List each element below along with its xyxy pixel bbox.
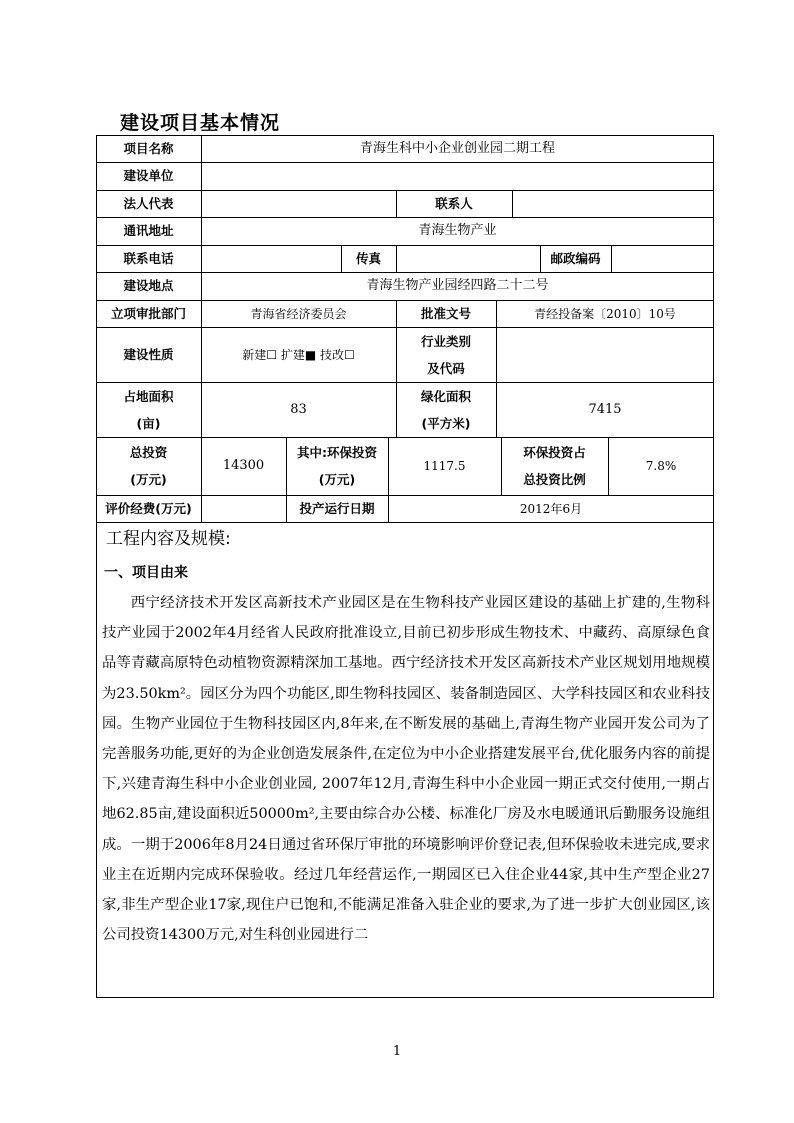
industry-value	[496, 327, 714, 382]
industry-label	[396, 327, 496, 382]
page-number: 1	[392, 1044, 402, 1059]
env-ratio-label	[501, 437, 608, 495]
project-name-label: 项目名称	[123, 140, 174, 156]
construction-unit-label: 建设单位	[123, 168, 174, 183]
location-value: 青海生物产业园经四路二十二号	[366, 278, 549, 293]
env-ratio-label-line2: 总投资比例	[523, 472, 586, 487]
env-investment-label-line1: 其中:环保投资	[297, 445, 377, 460]
evaluation-fee-value	[201, 495, 286, 522]
area-value: 83	[290, 401, 307, 417]
construction-unit-value	[201, 162, 714, 190]
contact-value	[512, 190, 714, 217]
industry-label-line1: 行业类别	[420, 333, 471, 349]
nature-label: 建设性质	[123, 346, 174, 362]
address-label: 通讯地址	[123, 223, 174, 238]
nature-value: 新建☐ 扩建■ 技改☐	[242, 347, 355, 362]
contact-label: 联系人	[435, 195, 473, 211]
total-investment-label-line1: 总投资	[129, 445, 168, 460]
green-area-label-line1: 绿化面积	[420, 388, 471, 404]
total-investment-label	[96, 437, 201, 495]
postcode-label: 邮政编码	[550, 250, 601, 266]
total-investment-value: 14300	[222, 458, 265, 473]
legal-rep-label: 法人代表	[123, 195, 174, 211]
total-investment-label-line2: (万元)	[130, 472, 167, 487]
approval-doc-label: 批准文号	[420, 305, 471, 321]
phone-value	[201, 245, 341, 272]
fax-label: 传真	[355, 250, 381, 266]
approval-doc-value: 青经投备案〔2010〕10号	[534, 306, 676, 321]
evaluation-fee-label: 评价经费(万元)	[105, 500, 192, 516]
postcode-value	[611, 245, 714, 272]
env-ratio-value: 7.8%	[645, 459, 677, 473]
phone-label: 联系电话	[123, 250, 174, 266]
sub-section-title: 一、项目由来	[104, 565, 188, 581]
env-investment-value: 1117.5	[423, 459, 466, 473]
fax-value	[396, 245, 540, 272]
env-investment-label-line2: (万元)	[318, 472, 356, 487]
green-area-value: 7415	[588, 401, 622, 417]
green-area-label-line2: (平方米)	[421, 415, 471, 431]
project-name-value: 青海生科中小企业创业园二期工程	[359, 140, 555, 156]
area-label-line2: (亩)	[136, 415, 161, 431]
env-investment-label	[286, 437, 388, 495]
approval-dept-label: 立项审批部门	[110, 305, 186, 321]
env-ratio-label-line1: 环保投资占	[523, 445, 586, 460]
page-title: 建设项目基本情况	[120, 112, 281, 134]
area-label-line1: 占地面积	[123, 388, 174, 404]
operation-date-label: 投产运行日期	[299, 500, 375, 516]
area-label	[96, 382, 201, 437]
operation-date-value: 2012年6月	[519, 501, 583, 516]
approval-dept-value: 青海省经济委员会	[250, 306, 347, 321]
legal-rep-value	[201, 190, 396, 217]
green-area-label	[396, 382, 496, 437]
body-paragraph: 西宁经济技术开发区高新技术产业园区是在生物科技产业园区建设的基础上扩建的,生物科技产业园于2002年4月经省人民政府批准设立,目前已初步形成生物技术、中藏药、高原绿色食品等青藏高原特色动植物资源精深加工基地。西宁经济技术开发区高新技术产业区规划用地规模为23.50km²。园区分为四个功能区,即生物科技园区、装备制造园区、大学科技园区和农业科技园。生物产业园位于生物科技园区内,8年来,在不断发展的基础上,青海生物产业园开发公司为了完善服务功能,更好的为企业创造发展条件,在定位为中小企业搭建发展平台,优化服务内容的前提下,兴建青海生科中小企业创业园, 2007年12月,青海生科中小企业园一期正式交付使用,一期占地62.85亩,建设面积近50000m²,主要由综合办公楼、标准化厂房及水电暖通讯后勤服务设施组成。一期于2006年8月24日通过省环保厅审批的环境影响评价登记表,但环保验收未进完成,要求业主在近期内完成环保验收。经过几年经营运作,一期园区已入住企业44家,其中生产型企业27家,非生产型企业17家,现住户已饱和,不能满足准备入驻企业的要求,为了进一步扩大创业园区,该公司投资14300万元,对生科创业园进行二	[102, 595, 710, 944]
location-label: 建设地点	[123, 278, 174, 293]
industry-label-line2: 及代码	[427, 360, 465, 376]
address-value: 青海生物产业	[418, 223, 497, 238]
section-title: 工程内容及规模:	[106, 529, 231, 549]
